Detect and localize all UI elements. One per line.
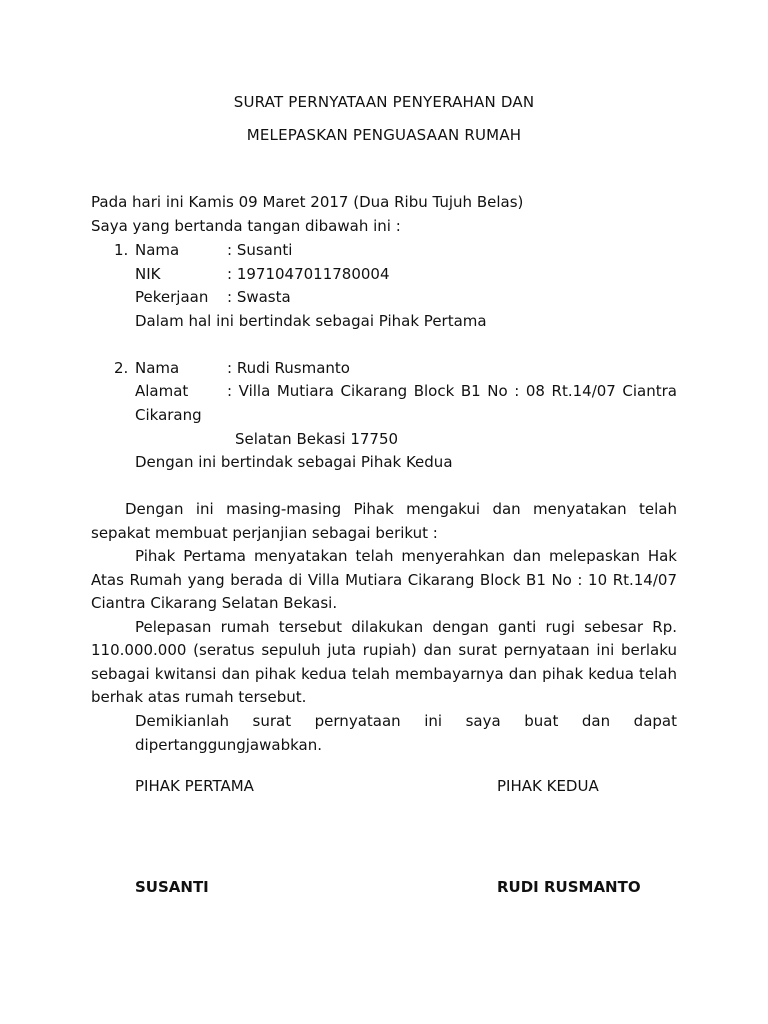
- paragraph-1-line-1: Dengan ini masing-masing Pihak mengakui dan menyatakan telah: [125, 500, 677, 518]
- paragraph-1-line-2: sepakat membuat perjanjian sebagai berikut :: [91, 524, 438, 542]
- paragraph-4-line-1: Demikianlah surat pernyataan ini saya buat dan dapat: [135, 712, 677, 730]
- paragraph-4-line-2: dipertanggungjawabkan.: [135, 736, 322, 754]
- party1-number: 1.: [114, 241, 129, 259]
- party2-number: 2.: [114, 359, 129, 377]
- party1-name-label: Nama: [135, 241, 180, 259]
- party2-address-label: Alamat: [135, 382, 189, 400]
- paragraph-2-line-2: Atas Rumah yang berada di Villa Mutiara Cikarang Block B1 No : 10 Rt.14/07: [91, 571, 677, 589]
- party1-job-label: Pekerjaan: [135, 288, 209, 306]
- paragraph-3-line-4: berhak atas rumah tersebut.: [91, 688, 307, 706]
- date-line: Pada hari ini Kamis 09 Maret 2017 (Dua Ribu Tujuh Belas): [91, 193, 524, 211]
- party1-name-value: : Susanti: [227, 241, 293, 259]
- paragraph-2-line-1: Pihak Pertama menyatakan telah menyerahkan dan melepaskan Hak: [135, 547, 677, 565]
- paragraph-3-line-3: sebagai kwitansi dan pihak kedua telah membayarnya dan pihak kedua telah: [91, 665, 677, 683]
- paragraph-3-line-2: 110.000.000 (seratus sepuluh juta rupiah) dan surat pernyataan ini berlaku: [91, 641, 677, 659]
- party1-nik-value: : 1971047011780004: [227, 265, 390, 283]
- first-party-label: PIHAK PERTAMA: [135, 777, 254, 795]
- document-title-line-2: MELEPASKAN PENGUASAAN RUMAH: [246, 126, 522, 144]
- party1-job-value: : Swasta: [227, 288, 291, 306]
- paragraph-3-line-1: Pelepasan rumah tersebut dilakukan dengan ganti rugi sebesar Rp.: [135, 618, 677, 636]
- party2-role: Dengan ini bertindak sebagai Pihak Kedua: [135, 453, 453, 471]
- declarant-line: Saya yang bertanda tangan dibawah ini :: [91, 217, 401, 235]
- first-party-signatory-name: SUSANTI: [135, 878, 209, 896]
- second-party-label: PIHAK KEDUA: [497, 777, 599, 795]
- paragraph-2-line-3: Ciantra Cikarang Selatan Bekasi.: [91, 594, 338, 612]
- party2-address-wrap: Cikarang: [135, 406, 202, 424]
- second-party-signatory-name: RUDI RUSMANTO: [497, 878, 641, 896]
- party2-address-value: : Villa Mutiara Cikarang Block B1 No : 08 Rt.14/07 Ciantra: [227, 382, 677, 400]
- document-title-line-1: SURAT PERNYATAAN PENYERAHAN DAN: [233, 93, 535, 111]
- party1-nik-label: NIK: [135, 265, 161, 283]
- party2-name-label: Nama: [135, 359, 180, 377]
- party2-name-value: : Rudi Rusmanto: [227, 359, 350, 377]
- party1-role: Dalam hal ini bertindak sebagai Pihak Pertama: [135, 312, 487, 330]
- party2-address-continuation: Selatan Bekasi 17750: [235, 430, 399, 448]
